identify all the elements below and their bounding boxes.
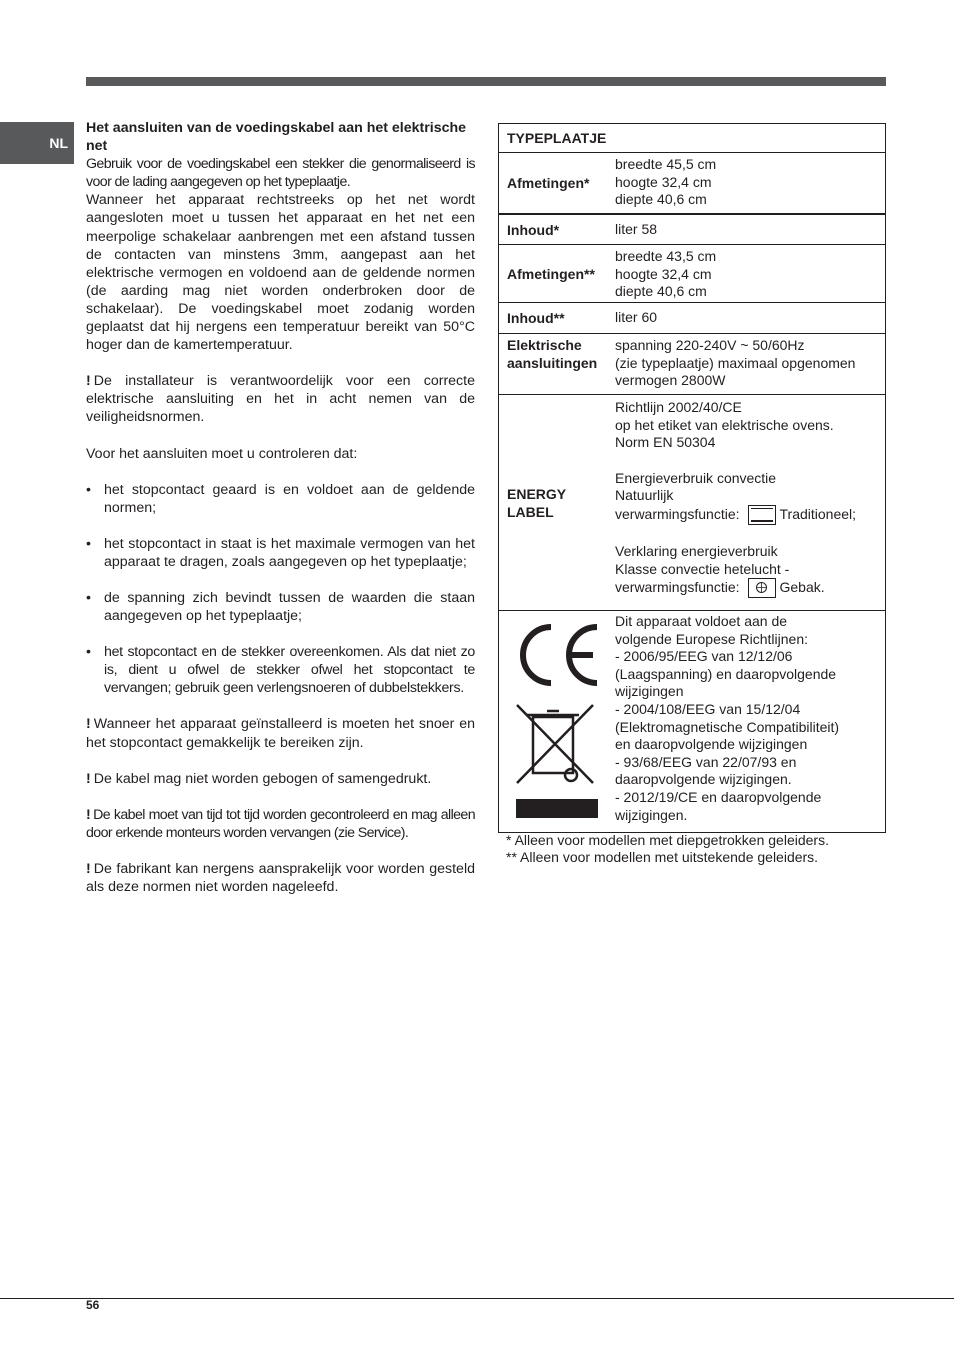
volume-value-1: liter 58	[615, 220, 658, 237]
list-item: • het stopcontact en de stekker overeenkomen. Als dat niet zo is, dient u ofwel de stekker ofwel het stopcontact te vervangen; gebruik geen verlengsnoeren of dubbelstekkers.	[86, 643, 475, 697]
electrical-label: Elektrische aansluitingen	[507, 337, 598, 371]
compliance-marks	[499, 611, 607, 832]
warning-installer: ! De installateur is verantwoordelijk voor een correcte elektrische aansluiting en het in acht nemen van de veiligheidsnormen.	[86, 373, 475, 426]
warning-accessible: ! Wanneer het apparaat geïnstalleerd is moeten het snoer en het stopcontact gemakkelijk te bereiken zijn.	[86, 716, 475, 751]
left-column	[86, 119, 475, 896]
dimensions-label-2: Afmetingen**	[507, 265, 595, 282]
table-title: TYPEPLAATJE	[507, 130, 607, 146]
bottom-rule	[0, 1298, 954, 1299]
energy-label: ENERGY LABEL	[507, 485, 566, 520]
dimensions-value-1: breedte 45,5 cm hoogte 32,4 cm diepte 40,6 cm	[615, 156, 717, 208]
volume-value-2: liter 60	[615, 309, 658, 326]
dimensions-label-1: Afmetingen*	[507, 175, 590, 191]
footnote-2: ** Alleen voor modellen met uitstekende geleiders.	[506, 849, 819, 865]
fan-heating-icon	[748, 578, 776, 598]
rating-plate-table	[498, 123, 886, 833]
check-intro: Voor het aansluiten moet u controleren dat:	[86, 445, 358, 462]
volume-label-1: Inhoud*	[507, 221, 560, 238]
page-number: 56	[86, 1298, 100, 1312]
list-item: • de spanning zich bevindt tussen de waarden die staan aangegeven op het typeplaatje;	[86, 589, 475, 625]
dimensions-value-2: breedte 43,5 cm hoogte 32,4 cm diepte 40,6 cm	[615, 248, 717, 300]
language-tab	[0, 122, 74, 164]
paragraph-plug: Gebruik voor de voedingskabel een stekker die genormaliseerd is voor de lading aangegeven op het typeplaatje.	[86, 156, 475, 191]
volume-label-2: Inhoud**	[507, 310, 565, 326]
ce-weee-icon	[513, 621, 613, 831]
list-item: • het stopcontact geaard is en voldoet aan de geldende normen;	[86, 481, 475, 517]
top-rule	[86, 77, 886, 86]
electrical-value: spanning 220-240V ~ 50/60Hz (zie typeplaatje) maximaal opgenomen vermogen 2800W	[615, 337, 856, 389]
language-code: NL	[49, 135, 68, 151]
directives-text: Dit apparaat voldoet aan de volgende Europese Richtlijnen: - 2006/95/EEG van 12/12/06 (Laagspanning) en daaropvolgende wijzigingen - 2004/108/EEG van 15/12/04 (Elektromagnetische Compatibiliteit) en daaropvolgende wijzigingen - 93/68/EEG van 22/07/93 en daaropvolgende wijzigingen. - 2012/19/CE en daaropvolgende wijzigingen.	[615, 613, 840, 823]
list-item: • het stopcontact in staat is het maximale vermogen van het apparaat te dragen, zoals aangegeven op het typeplaatje;	[86, 535, 475, 571]
warning-check-cable: ! De kabel moet van tijd tot tijd worden gecontroleerd en mag alleen door erkende monteurs worden vervangen (zie Service).	[86, 806, 475, 841]
warning-mark: !	[86, 373, 91, 390]
footnote-1: * Alleen voor modellen met diepgetrokken geleiders.	[506, 832, 829, 848]
conventional-heating-icon	[748, 505, 776, 525]
energy-value: Richtlijn 2002/40/CE op het etiket van elektrische ovens. Norm EN 50304 Energieverbruik convectie Natuurlijk verwarmingsfunctie: Traditioneel; Verklaring energieverbruik Klasse convectie hetelucht - verwarmingsfunctie: Gebak.	[607, 395, 885, 610]
warning-bend: ! De kabel mag niet worden gebogen of samengedrukt.	[86, 770, 432, 787]
section-heading: Het aansluiten van de voedingskabel aan het elektrische net	[86, 120, 467, 155]
paragraph-direct-connection: Wanneer het apparaat rechtstreeks op het net wordt aangesloten moet u tussen het apparaat en het net een meerpolige schakelaar aanbrengen met een afstand tussen de contacten van minstens 3mm, aangepast aan het elektrische vermogen en voldoend aan de geldende normen (de aarding mag niet worden onderbroken door de schakelaar). De voedingskabel moet zodanig worden geplaatst dat hij nergens een temperatuur bereikt van 50°C hoger dan de kamertemperatuur.	[86, 192, 475, 354]
warning-liability: ! De fabrikant kan nergens aansprakelijk voor worden gesteld als deze normen niet worden nageleefd.	[86, 860, 475, 895]
footnotes	[506, 832, 829, 866]
